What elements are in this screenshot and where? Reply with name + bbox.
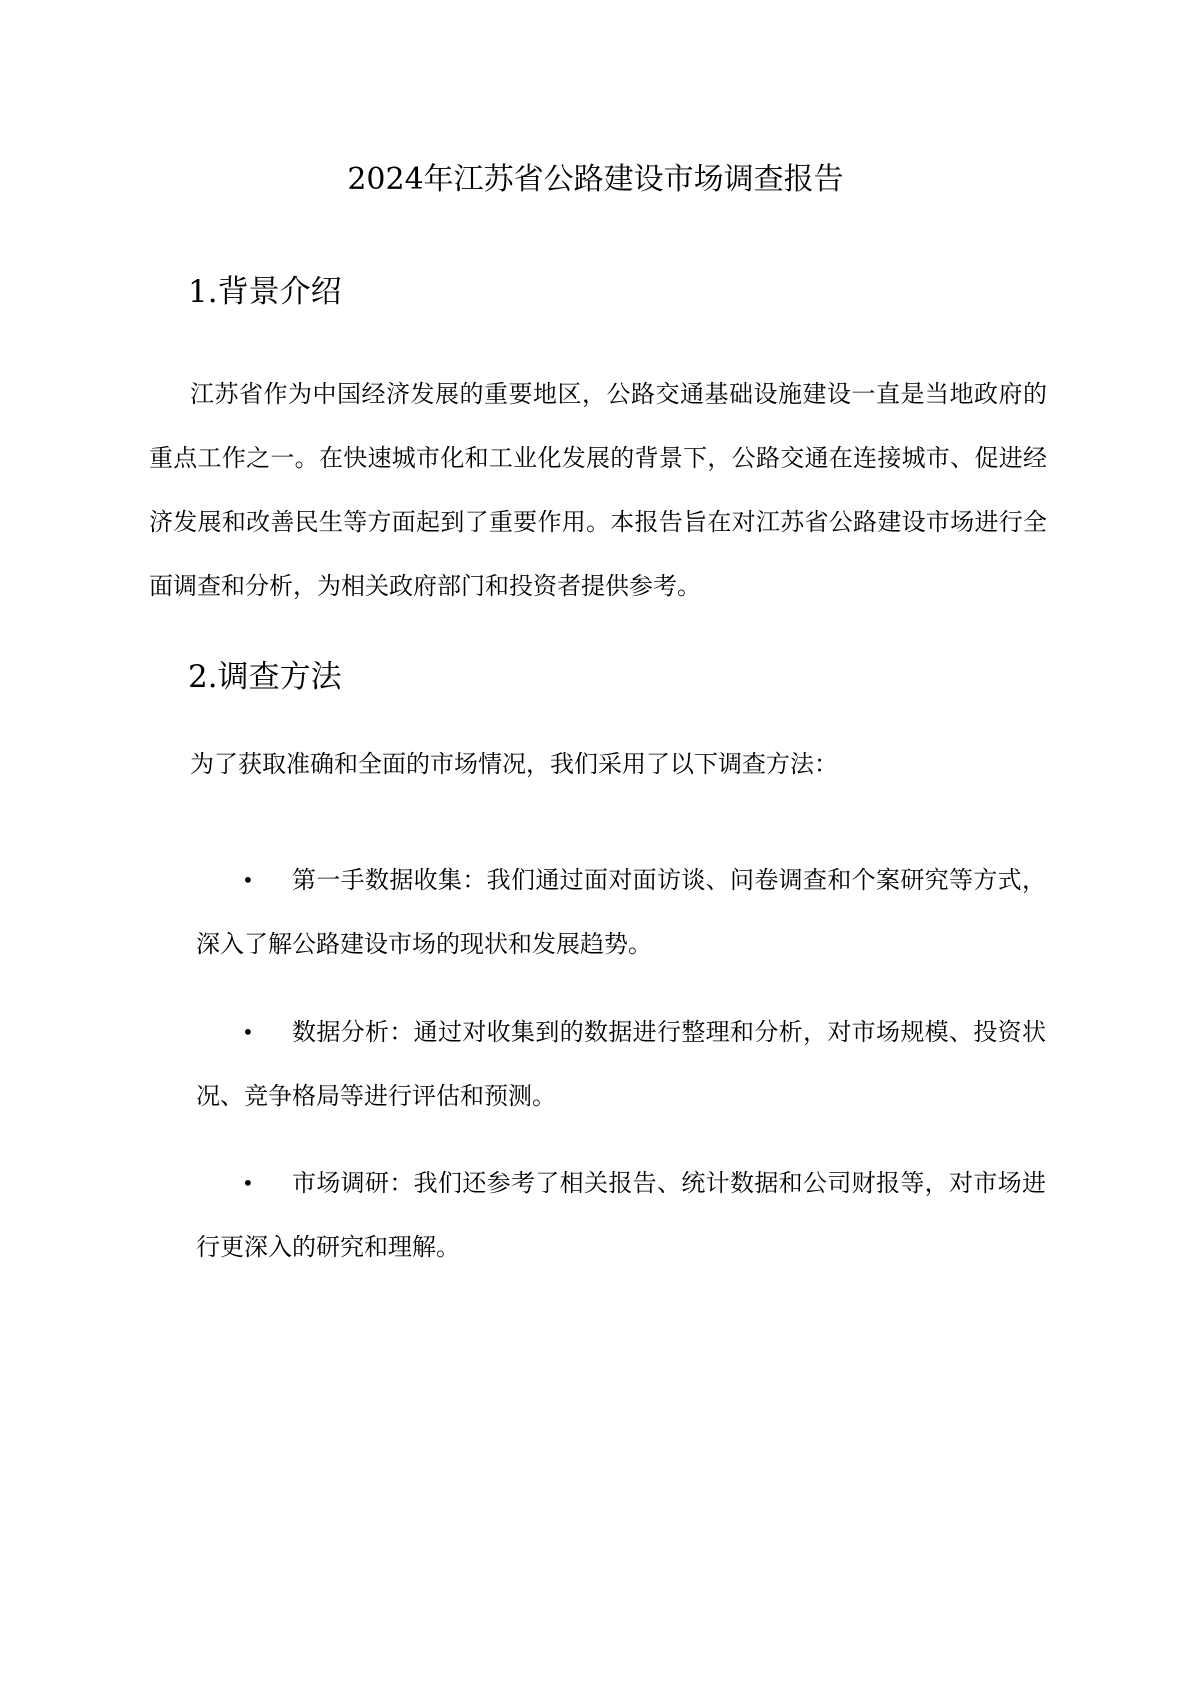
method-intro: 为了获取准确和全面的市场情况，我们采用了以下调查方法：	[190, 750, 838, 778]
bullet-text-primary-data: 第一手数据收集：我们通过面对面访谈、问卷调查和个案研究等方式，深入了解公路建设市场的现状和发展趋势。	[196, 866, 1046, 958]
background-paragraph: 江苏省作为中国经济发展的重要地区，公路交通基础设施建设一直是当地政府的重点工作之一。在快速城市化和工业化发展的背景下，公路交通在连接城市、促进经济发展和改善民生等方面起到了重要作用。本报告旨在对江苏省公路建设市场进行全面调查和分析，为相关政府部门和投资者提供参考。	[149, 380, 1047, 600]
bullet-text-market-research: 市场调研：我们还参考了相关报告、统计数据和公司财报等，对市场进行更深入的研究和理解。	[196, 1169, 1046, 1261]
bullet-marker: •	[242, 868, 254, 892]
list-item	[196, 1151, 1046, 1279]
list-item	[196, 848, 1046, 976]
bullet-text-data-analysis: 数据分析：通过对收集到的数据进行整理和分析，对市场规模、投资状况、竞争格局等进行评估和预测。	[196, 1018, 1046, 1110]
list-item	[196, 1000, 1046, 1128]
bullet-marker: •	[242, 1020, 254, 1044]
section-heading-background: 1.背景介绍	[188, 274, 342, 310]
section-heading-method: 2.调查方法	[188, 659, 342, 695]
page-title: 2024年江苏省公路建设市场调查报告	[347, 162, 844, 197]
bullet-marker: •	[242, 1171, 254, 1195]
